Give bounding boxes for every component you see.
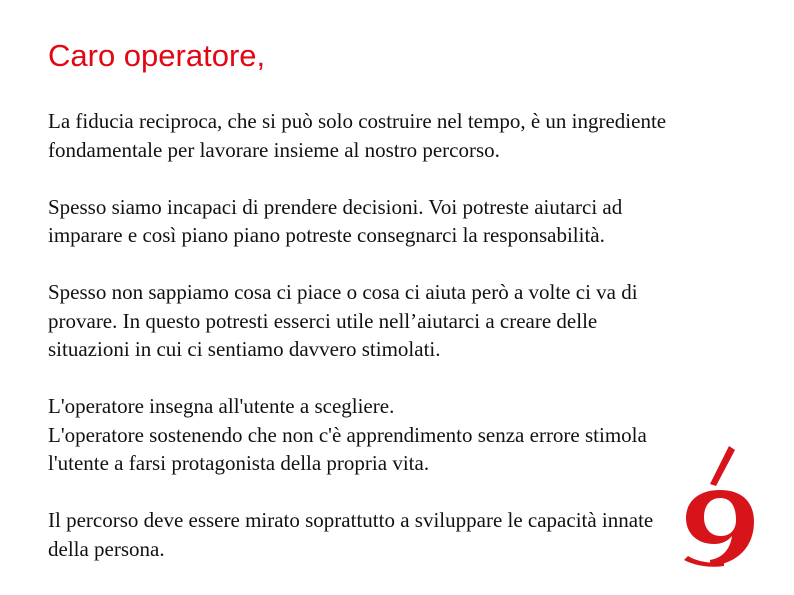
red-accented-nine-logo-icon — [680, 440, 760, 570]
text-line: L'operatore insegna all'utente a scegliere. — [48, 394, 395, 418]
text-line: imparare e così piano piano potreste consegnarci la responsabilità. — [48, 223, 605, 247]
text-line: fondamentale per lavorare insieme al nostro percorso. — [48, 137, 500, 162]
paragraph-decisions — [48, 193, 788, 250]
text-line: L'operatore sostenendo che non c'è apprendimento senza errore stimola — [48, 422, 647, 447]
text-line: Spesso siamo incapaci di prendere decisioni. Voi potreste aiutarci ad — [48, 194, 623, 219]
paragraph-preferences — [48, 278, 788, 364]
slide-body — [48, 107, 788, 592]
paragraph-trust — [48, 107, 788, 164]
text-line: La fiducia reciproca, che si può solo costruire nel tempo, è un ingrediente — [48, 109, 667, 133]
paragraph-operator-role — [48, 392, 788, 478]
text-line: Spesso non sappiamo cosa ci piace o cosa ci aiuta però a volte ci va di — [48, 280, 638, 304]
paragraph-path — [48, 506, 788, 563]
text-line: l'utente a farsi protagonista della propria vita. — [48, 451, 430, 475]
text-line: provare. In questo potresti esserci utile nell’aiutarci a creare delle — [48, 308, 598, 333]
text-line: della persona. — [48, 536, 165, 561]
text-line: situazioni in cui ci sentiamo davvero stimolati. — [48, 337, 441, 361]
text-line: Il percorso deve essere mirato soprattutto a sviluppare le capacità innate — [48, 508, 654, 532]
slide-title: Caro operatore, — [48, 38, 266, 73]
